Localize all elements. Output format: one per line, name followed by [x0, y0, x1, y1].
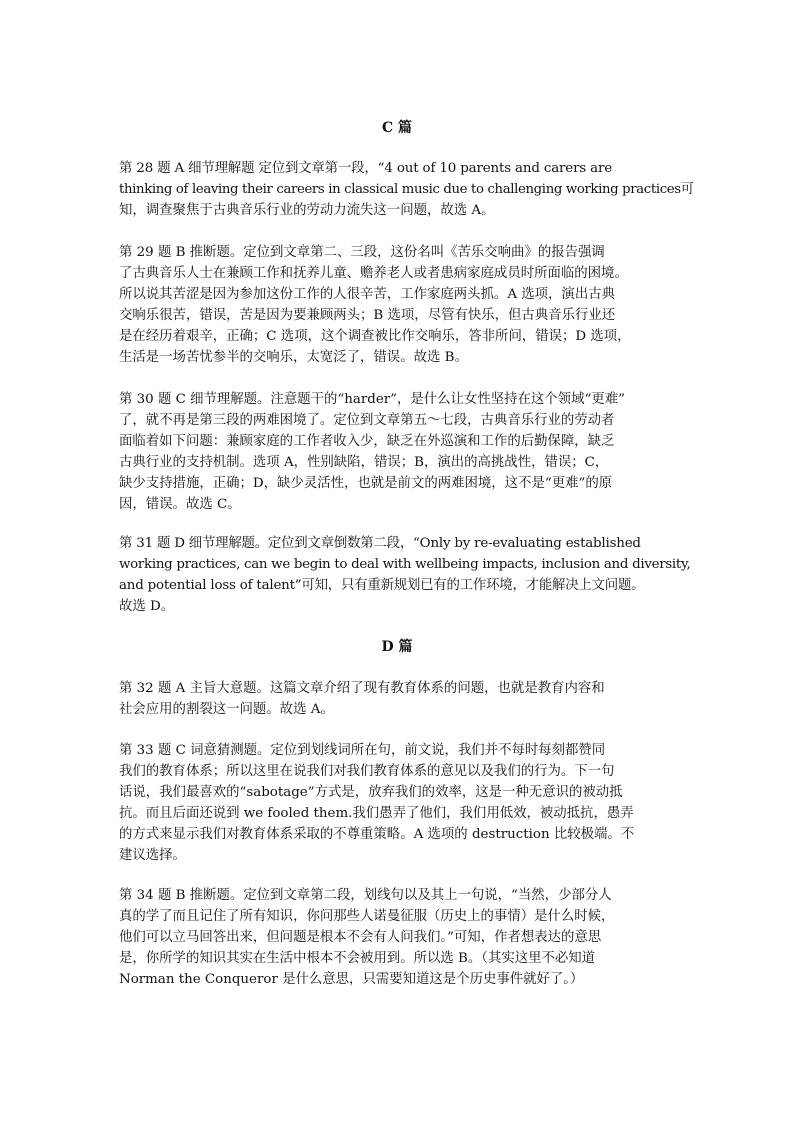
q29-line-4: 交响乐很苦，错误，苦是因为要兼顾两头；B 选项，尽管有快乐，但古典音乐行业还 — [119, 308, 616, 323]
q29-line-6: 生活是一场苦忧参半的交响乐，太宽泛了，错误。故选 B。 — [119, 350, 468, 365]
question-31 — [119, 533, 691, 617]
q30-line-4: 古典行业的支持机制。选项 A，性别缺陷，错误；B，演出的高挑战性，错误；C， — [119, 455, 609, 470]
q30-line-6: 因，错误。故选 C。 — [119, 497, 241, 512]
q29-line-2: 了古典音乐人士在兼顾工作和抚养儿童、赡养老人或者患病家庭成员时所面临的困境。 — [119, 266, 628, 281]
question-34 — [119, 885, 679, 990]
q28-line-1: 第 28 题 A 细节理解题 定位到文章第一段，“4 out of 10 parents and carers are — [119, 161, 613, 176]
q33-line-6: 建议选择。 — [119, 848, 186, 863]
q31-line-2: working practices, can we begin to deal with wellbeing impacts, inclusion and diversity, — [119, 557, 691, 572]
q30-line-1: 第 30 题 C 细节理解题。注意题干的“harder”，是什么让女性坚持在这个领域“更难” — [119, 392, 625, 407]
question-28 — [119, 158, 694, 221]
q34-line-1: 第 34 题 B 推断题。定位到文章第二段，划线句以及其上一句说，“当然，少部分人 — [119, 888, 612, 903]
q33-line-5: 的方式来显示我们对教育体系采取的不尊重策略。A 选项的 destruction 比较极端。不 — [119, 827, 635, 842]
q31-line-3: and potential loss of talent”可知，只有重新规划已有的工作环境，才能解决上文问题。 — [119, 578, 645, 593]
question-32 — [119, 678, 679, 720]
q34-line-3: 他们可以立马回答出来，但问题是根本不会有人问我们。”可知，作者想表达的意思 — [119, 930, 602, 945]
question-30 — [119, 389, 679, 515]
section-title-c: C 篇 — [381, 120, 413, 136]
q34-line-4: 是，你所学的知识其实在生活中根本不会被用到。所以选 B。（其实这里不必知道 — [119, 951, 596, 966]
q29-line-1: 第 29 题 B 推断题。定位到文章第二、三段，这份名叫《苦乐交响曲》的报告强调 — [119, 245, 605, 260]
q33-line-4: 抗。而且后面还说到 we fooled them.我们愚弄了他们，我们用低效，被动抵抗，愚弄 — [119, 806, 634, 821]
q33-line-2: 我们的教育体系；所以这里在说我们对我们教育体系的意见以及我们的行为。下一句 — [119, 764, 615, 779]
q34-line-2: 真的学了而且记住了所有知识，你问那些人诺曼征服（历史上的事情）是什么时候， — [119, 909, 615, 924]
section-title-d: D 篇 — [381, 639, 413, 655]
q31-line-1: 第 31 题 D 细节理解题。定位到文章倒数第二段，“Only by re-evaluating established — [119, 536, 641, 551]
q33-line-1: 第 33 题 C 词意猜测题。定位到划线词所在句，前文说，我们并不每时每刻都赞同 — [119, 743, 606, 758]
q32-line-2: 社会应用的割裂这一问题。故选 A。 — [119, 702, 334, 717]
q29-line-3: 所以说其苦涩是因为参加这份工作的人很辛苦，工作家庭两头抓。A 选项，演出古典 — [119, 287, 615, 302]
q31-line-4: 故选 D。 — [119, 599, 175, 614]
question-33 — [119, 740, 679, 866]
q29-line-5: 是在经历着艰辛，正确；C 选项，这个调查被比作交响乐，答非所问，错误；D 选项， — [119, 329, 631, 344]
q28-line-2: thinking of leaving their careers in classical music due to challenging working practices可 — [119, 182, 694, 197]
q34-line-5: Norman the Conqueror 是什么意思，只需要知道这是个历史事件就好了。） — [119, 972, 584, 987]
q30-line-2: 了，就不再是第三段的两难困境了。定位到文章第五～七段，古典音乐行业的劳动者 — [119, 413, 615, 428]
q33-line-3: 话说，我们最喜欢的“sabotage”方式是，放弃我们的效率，这是一种无意识的被动抵 — [119, 785, 623, 800]
q30-line-3: 面临着如下问题：兼顾家庭的工作者收入少，缺乏在外巡演和工作的后勤保障，缺乏 — [119, 434, 615, 449]
q32-line-1: 第 32 题 A 主旨大意题。这篇文章介绍了现有教育体系的问题，也就是教育内容和 — [119, 681, 605, 696]
question-29 — [119, 242, 679, 368]
q28-line-3: 知，调查聚焦于古典音乐行业的劳动力流失这一问题，故选 A。 — [119, 203, 495, 218]
q30-line-5: 缺少支持措施，正确；D，缺少灵活性，也就是前文的两难困境，这不是“更难”的原 — [119, 476, 613, 491]
